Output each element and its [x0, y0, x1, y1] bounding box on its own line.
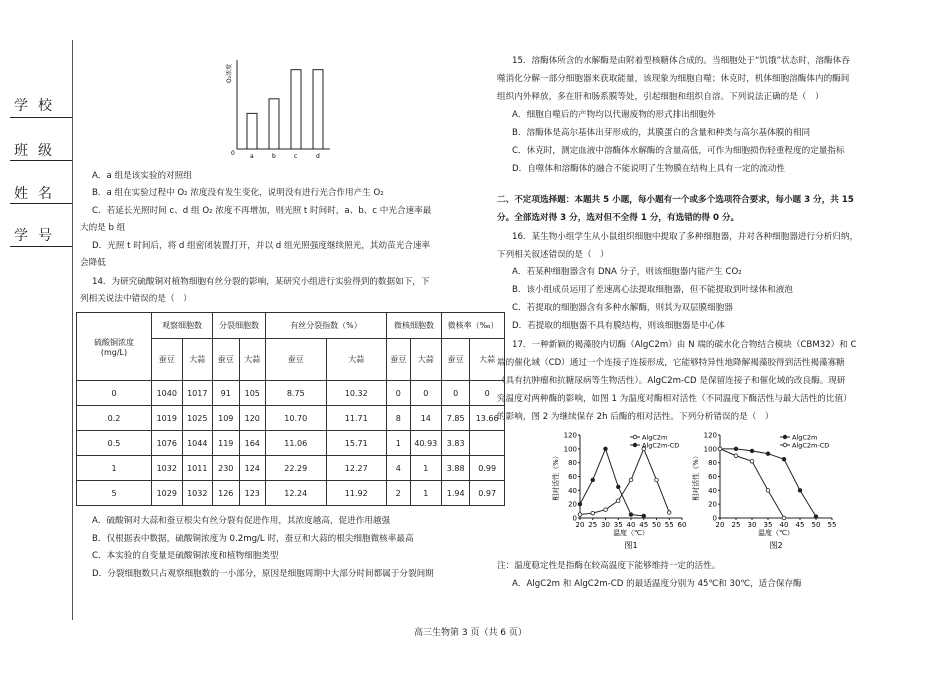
table-subheader: 大蒜 [410, 339, 441, 381]
bar-category-label: b [272, 153, 276, 160]
table-header-observed: 观察细胞数 [152, 313, 213, 339]
y-tick-label: 20 [708, 500, 717, 509]
table-cell: 1.94 [442, 481, 470, 506]
q17-note: 注：温度稳定性是指酶在较高温度下能够维持一定的活性。 [497, 561, 721, 571]
table-cell: 8.75 [266, 381, 327, 406]
x-tick-label: 55 [827, 521, 837, 529]
x-tick-label: 40 [626, 521, 636, 529]
y-tick-label: 80 [708, 459, 717, 468]
table-cell: 11.92 [326, 481, 387, 506]
x-tick-label: 25 [588, 521, 598, 529]
q17-stem-cont: 端的催化域（CD）通过一个连接子连接形成，它能够特异性地降解褐藻胶得到活性褐藻寡糖 [497, 358, 845, 368]
table-cell: 10.70 [266, 406, 327, 431]
table-subheader: 大蒜 [326, 339, 387, 381]
table-cell: 40.93 [410, 431, 441, 456]
data-point [591, 511, 595, 515]
table-cell: 1 [410, 456, 441, 481]
table-row [77, 481, 505, 506]
table-cell: 0.97 [470, 481, 505, 506]
table-subheader: 大蒜 [470, 339, 505, 381]
y-tick-label: 60 [568, 473, 577, 481]
table-cell: 105 [239, 381, 266, 406]
data-point [604, 508, 608, 512]
figure-1 [550, 425, 690, 553]
table-cell: 0 [387, 381, 411, 406]
y-axis-label: 相对活性（%） [692, 452, 700, 501]
table-header-concentration: 硫酸铜浓度 (mg/L) [77, 313, 152, 381]
data-point [814, 515, 818, 519]
data-point [616, 499, 620, 503]
y-tick-label: 40 [708, 486, 717, 495]
data-point [616, 485, 620, 489]
data-point [734, 454, 738, 458]
sidebar-divider [10, 246, 72, 247]
table-cell: 124 [239, 456, 266, 481]
q14-stem-cont: 列相关说法中错误的是（ ） [80, 294, 192, 304]
table-cell: 1 [387, 431, 411, 456]
q16-option-c: C．若提取的细胞器含有多种水解酶，则其为双层膜细胞器 [512, 303, 733, 313]
x-axis-label: 温度（℃） [613, 529, 649, 537]
figure-caption: 图2 [769, 541, 783, 550]
y-tick-label: 0 [572, 514, 577, 523]
section-heading-cont: 分。全部选对得 3 分，选对但不全得 1 分，有选错的得 0 分。 [497, 213, 740, 223]
data-point [750, 459, 754, 463]
bar-category-label: d [316, 153, 320, 160]
table-cell: 1029 [152, 481, 183, 506]
sidebar-divider [10, 203, 72, 204]
table-cell: 164 [239, 431, 266, 456]
table-cell: 7.85 [442, 406, 470, 431]
figure-caption: 图1 [624, 541, 638, 550]
q17-stem-cont: 的影响，图 2 为继续保存 2h 后酶的相对活性。下列分析错误的是（ ） [497, 412, 774, 422]
q13-option-c-cont: 大的是 b 组 [80, 223, 126, 233]
data-point [766, 489, 770, 493]
q13-option-c: C．若延长光照时间 c、d 组 O₂ 浓度不再增加，则光照 t 时间时，a、b、c 中光合速率最 [92, 206, 432, 216]
table-cell: 1040 [152, 381, 183, 406]
bar-b [269, 99, 279, 149]
table-cell: 91 [213, 381, 240, 406]
x-tick-label: 25 [731, 521, 741, 529]
table-cell: 12.27 [326, 456, 387, 481]
bar-d [313, 70, 323, 149]
table-header-rate: 微核率（‰） [442, 313, 505, 339]
bar-category-label: c [294, 153, 298, 160]
table-cell: 0 [410, 381, 441, 406]
y-tick-label: 120 [703, 431, 717, 440]
x-tick-label: 50 [811, 521, 821, 529]
table-cell: 2 [387, 481, 411, 506]
table-cell: 4 [387, 456, 411, 481]
series-line-AlgC2m [720, 449, 816, 517]
data-point [591, 478, 595, 482]
table-cell: 5 [77, 481, 152, 506]
x-axis-label: 温度（℃） [758, 529, 794, 537]
table-cell: 0.2 [77, 406, 152, 431]
table-cell: 22.29 [266, 456, 327, 481]
x-tick-label: 20 [715, 521, 725, 529]
q13-bar-chart [225, 55, 335, 165]
q13-option-d-cont: 会降低 [80, 258, 106, 268]
data-point [667, 511, 671, 515]
table-subheader: 蚕豆 [442, 339, 470, 381]
data-point [642, 514, 646, 518]
table-cell: 1032 [152, 456, 183, 481]
x-tick-label: 60 [677, 521, 687, 529]
y-tick-label: 100 [703, 445, 717, 454]
table-subheader: 蚕豆 [387, 339, 411, 381]
legend-label: AlgC2m-CD [792, 441, 830, 450]
figure-2 [690, 425, 840, 553]
figure-1-svg [550, 425, 690, 553]
data-point [629, 513, 633, 517]
q13-option-d: D．光照 t 时间后，将 d 组密闭装置打开，并以 d 组光照强度继续照光，其幼苗光合速率 [92, 241, 431, 251]
q16-stem: 16．某生物小组学生从小鼠组织细胞中提取了多种细胞器，并对各种细胞器进行分析归纳， [512, 232, 859, 242]
series-line-AlgC2m-CD [580, 449, 644, 516]
q15-stem-cont: 组织内外释放，多在肝和肠系膜等处，引起细胞和组织自溶。下列说法正确的是（ ） [497, 92, 824, 102]
data-point [578, 513, 582, 517]
sidebar-class: 班级 [14, 143, 62, 159]
legend-marker [633, 443, 637, 447]
bar-chart-zero: 0 [231, 150, 235, 157]
table-cell: 10.32 [326, 381, 387, 406]
q13-option-b: B．a 组在实验过程中 O₂ 浓度没有发生变化，说明没有进行光合作用产生 O₂ [92, 188, 384, 198]
q13-bar-chart-svg [225, 55, 335, 165]
table-row [77, 431, 505, 456]
data-point [782, 516, 786, 520]
sidebar-divider [10, 117, 72, 118]
table-subheader: 蚕豆 [266, 339, 327, 381]
y-tick-label: 80 [568, 459, 577, 468]
table-row [77, 406, 505, 431]
table-cell: 14 [410, 406, 441, 431]
table-cell: 120 [239, 406, 266, 431]
q16-option-a: A．若某种细胞器含有 DNA 分子，则该细胞器内能产生 CO₂ [512, 267, 742, 277]
q14-option-a: A．硫酸铜对大蒜和蚕豆根尖有丝分裂有促进作用，其浓度越高，促进作用越强 [92, 516, 391, 526]
bar-category-label: a [250, 153, 254, 160]
q13-option-a: A．a 组是该实验的对照组 [92, 171, 192, 181]
table-cell: 0 [470, 381, 505, 406]
table-cell: 230 [213, 456, 240, 481]
x-tick-label: 45 [795, 521, 805, 529]
data-point [798, 489, 802, 493]
data-point [734, 447, 738, 451]
binding-line [72, 40, 73, 620]
figure-2-svg [690, 425, 840, 553]
sidebar-divider [10, 160, 72, 161]
section-heading: 二、不定项选择题：本题共 5 小题，每小题有一个或多个选项符合要求，每小题 3 分，共 15 [497, 195, 854, 205]
table-cell: 3.83 [442, 431, 470, 456]
legend-marker [783, 443, 787, 447]
legend-label: AlgC2m [792, 433, 818, 442]
q17-stem: 17．一种新颖的褐藻胶内切酶（AlgC2m）由 N 端的碳水化合物结合模块（CBM32）和 C [512, 340, 857, 350]
table-cell: 1 [77, 456, 152, 481]
x-tick-label: 45 [639, 521, 649, 529]
sidebar-school: 学校 [14, 98, 62, 114]
x-tick-label: 40 [779, 521, 789, 529]
page-footer: 高三生物第 3 页（共 6 页） [414, 628, 527, 638]
q17-stem-cont: （具有抗肿瘤和抗糖尿病等生物活性）。AlgC2m-CD 是保留连接子和催化域的改良酶。现研 [497, 376, 846, 386]
data-point [655, 478, 659, 482]
x-tick-label: 50 [652, 521, 661, 529]
y-tick-label: 40 [568, 486, 577, 495]
q16-option-b: B．该小组成员运用了差速离心法提取细胞器，但不能提取到叶绿体和液泡 [512, 285, 793, 295]
y-tick-label: 120 [563, 431, 577, 440]
data-point [766, 452, 770, 456]
legend-marker [783, 435, 787, 439]
table-row [77, 381, 505, 406]
data-point [604, 447, 608, 451]
x-tick-label: 30 [601, 521, 610, 529]
data-point [782, 457, 786, 461]
bar-c [291, 70, 301, 149]
table-cell: 11.06 [266, 431, 327, 456]
table-cell: 1044 [182, 431, 213, 456]
table-cell: 1017 [182, 381, 213, 406]
q14-option-d: D．分裂细胞数只占观察细胞数的一小部分，原因是细胞周期中大部分时间都属于分裂间期 [92, 569, 434, 579]
y-tick-label: 20 [568, 500, 577, 509]
table-header-micronucleus: 微核细胞数 [387, 313, 442, 339]
table-subheader: 蚕豆 [213, 339, 240, 381]
x-tick-label: 35 [763, 521, 773, 529]
table-cell: 109 [213, 406, 240, 431]
table-cell: 13.66 [470, 406, 505, 431]
q15-option-c: C．休克时，测定血液中溶酶体水解酶的含量高低，可作为细胞损伤轻重程度的定量指标 [512, 146, 845, 156]
q16-option-d: D．若提取的细胞器不具有膜结构，则该细胞器是中心体 [512, 321, 725, 331]
table-cell: 126 [213, 481, 240, 506]
table-row [77, 456, 505, 481]
q14-option-b: B．仅根据表中数据，硫酸铜浓度为 0.2mg/L 时，蚕豆和大蒜的根尖细胞微核率最高 [92, 534, 414, 544]
x-tick-label: 20 [575, 521, 585, 529]
table-cell [470, 431, 505, 456]
table-cell: 15.71 [326, 431, 387, 456]
q16-stem-cont: 下列相关叙述错误的是（ ） [497, 250, 609, 260]
table-cell: 119 [213, 431, 240, 456]
data-point [750, 449, 754, 453]
x-tick-label: 30 [747, 521, 757, 529]
q17-stem-cont: 究温度对两种酶的影响，如图 1 为温度对酶相对活性（不同温度下酶活性与最大活性的比值） [497, 394, 852, 404]
table-cell: 0 [77, 381, 152, 406]
q14-stem: 14．为研究硫酸铜对植物细胞有丝分裂的影响，某研究小组进行实验得到的数据如下，下 [92, 277, 430, 287]
data-point [718, 447, 722, 451]
table-header-dividing: 分裂细胞数 [213, 313, 266, 339]
q15-stem-cont: 噬消化分解一部分细胞器来获取能量，该现象为细胞自噬；休克时，机体细胞溶酶体内的酶间 [497, 74, 850, 84]
table-cell: 11.71 [326, 406, 387, 431]
table-cell: 0.5 [77, 431, 152, 456]
y-axis-label: 相对活性（%） [552, 452, 560, 501]
y-tick-label: 0 [712, 514, 717, 523]
table-header-index: 有丝分裂指数（%） [266, 313, 387, 339]
table-cell: 1 [410, 481, 441, 506]
table-cell: 0.99 [470, 456, 505, 481]
table-cell: 1011 [182, 456, 213, 481]
y-tick-label: 60 [708, 473, 717, 481]
q15-stem: 15．溶酶体所含的水解酶是由附着型核糖体合成的。当细胞处于“饥饿”状态时，溶酶体吞 [512, 56, 850, 66]
sidebar-name: 姓名 [14, 186, 62, 202]
table-cell: 1025 [182, 406, 213, 431]
q15-option-d: D．自噬体和溶酶体的融合不能说明了生物膜在结构上具有一定的流动性 [512, 164, 786, 174]
table-subheader: 蚕豆 [152, 339, 183, 381]
table-cell: 1032 [182, 481, 213, 506]
table-cell: 0 [442, 381, 470, 406]
data-point [629, 478, 633, 482]
table-cell: 123 [239, 481, 266, 506]
table-cell: 3.88 [442, 456, 470, 481]
sidebar-number: 学号 [14, 228, 62, 244]
y-tick-label: 100 [563, 445, 577, 454]
bar-a [247, 113, 257, 149]
legend-marker [633, 435, 637, 439]
bar-chart-ylabel: O₂浓度 [226, 63, 233, 83]
table-subheader: 大蒜 [182, 339, 213, 381]
x-tick-label: 55 [664, 521, 674, 529]
data-point [578, 502, 582, 506]
table-cell: 12.24 [266, 481, 327, 506]
q15-option-a: A．细胞自噬后的产物均以代谢废物的形式排出细胞外 [512, 110, 716, 120]
q14-option-c: C．本实验的自变量是硫酸铜浓度和植物细胞类型 [92, 551, 279, 561]
table-subheader: 大蒜 [239, 339, 266, 381]
q14-data-table [76, 312, 505, 506]
table-cell: 8 [387, 406, 411, 431]
table-cell: 1076 [152, 431, 183, 456]
q17-option-a: A．AlgC2m 和 AlgC2m-CD 的最适温度分别为 45℃和 30℃，适合保存酶 [512, 579, 802, 589]
q15-option-b: B．溶酶体是高尔基体出芽形成的，其膜蛋白的含量和种类与高尔基体膜的相同 [512, 128, 811, 138]
legend-label: AlgC2m [642, 433, 668, 442]
table-cell: 1019 [152, 406, 183, 431]
legend-label: AlgC2m-CD [642, 441, 680, 450]
x-tick-label: 35 [613, 521, 623, 529]
